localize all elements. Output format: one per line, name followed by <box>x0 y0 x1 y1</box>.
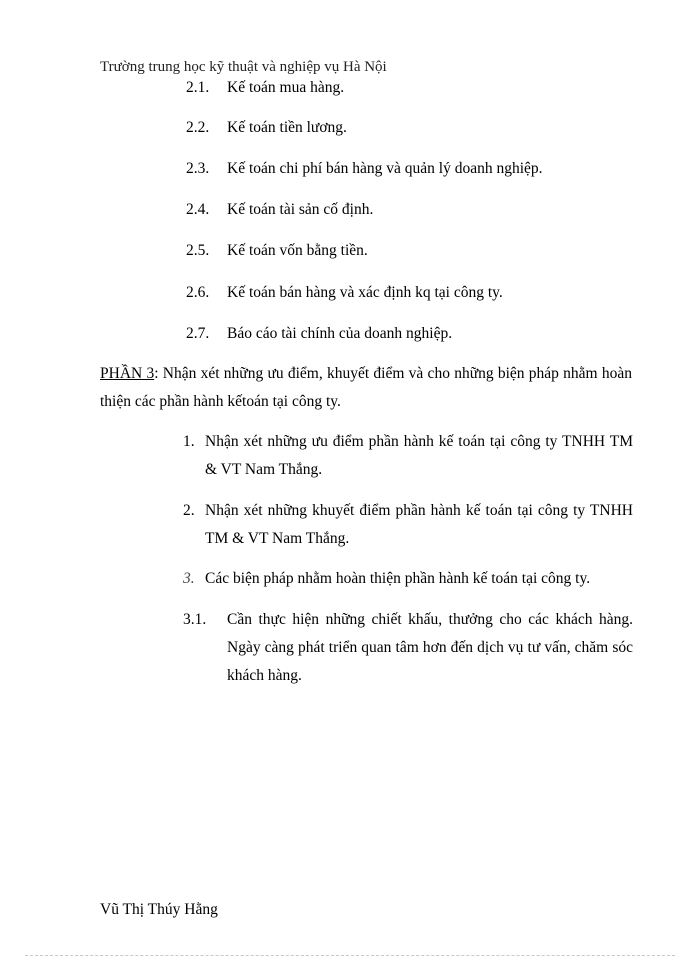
item-text: Kế toán chi phí bán hàng và quản lý doanh nghiệp. <box>227 160 543 177</box>
item-number: 2.6. <box>186 284 210 301</box>
item-text: Cần thực hiện những chiết khấu, thưởng cho các khách hàng. Ngày càng phát triển quan tâm hơn đến dịch vụ tư vấn, chăm sóc khách hàng. <box>227 611 633 684</box>
item-number: 2.5. <box>186 242 210 259</box>
list-item-2-1 <box>186 79 344 97</box>
item-number: 2.4. <box>186 201 210 218</box>
part3-paragraph <box>100 360 632 416</box>
item-number: 3. <box>183 570 195 587</box>
item-text: Kế toán mua hàng. <box>227 79 345 96</box>
item-text: Kế toán vốn bằng tiền. <box>227 242 368 259</box>
item-number: 1. <box>183 433 195 450</box>
school-header: Trường trung học kỹ thuật và nghiệp vụ Hà Nội <box>100 59 387 75</box>
list-item-3 <box>183 565 633 593</box>
author-name: Vũ Thị Thúy Hằng <box>100 901 218 918</box>
item-text: Các biện pháp nhằm hoàn thiện phần hành kế toán tại công ty. <box>205 570 591 587</box>
item-number: 2.3. <box>186 160 210 177</box>
list-item-2-5 <box>186 242 368 260</box>
list-item-2-4 <box>186 201 373 219</box>
part3-label: PHẦN 3 <box>100 365 155 382</box>
item-text: Nhận xét những ưu điểm phần hành kế toán tại công ty TNHH TM & VT Nam Thắng. <box>205 433 633 478</box>
list-item-3-1 <box>183 606 633 690</box>
item-number: 2. <box>183 502 195 519</box>
list-item-1 <box>183 428 633 484</box>
item-number: 2.7. <box>186 325 210 342</box>
page-bottom-rule <box>25 955 675 956</box>
item-text: Báo cáo tài chính của doanh nghiệp. <box>227 325 453 342</box>
item-number: 3.1. <box>183 611 207 628</box>
item-number: 2.1. <box>186 79 210 96</box>
list-item-2-2 <box>186 119 347 137</box>
item-text: Kế toán tài sản cố định. <box>227 201 374 218</box>
list-item-2-7 <box>186 325 452 343</box>
part3-text: : Nhận xét những ưu điểm, khuyết điểm và cho những biện pháp nhằm hoàn thiện các phần hành kếtoán tại công ty. <box>100 365 632 410</box>
item-text: Kế toán bán hàng và xác định kq tại công ty. <box>227 284 503 301</box>
list-item-2 <box>183 497 633 553</box>
item-text: Kế toán tiền lương. <box>227 119 347 136</box>
list-item-2-6 <box>186 284 503 302</box>
list-item-2-3 <box>186 160 543 178</box>
item-number: 2.2. <box>186 119 210 136</box>
item-text: Nhận xét những khuyết điểm phần hành kế toán tại công ty TNHH TM & VT Nam Thắng. <box>205 502 633 547</box>
